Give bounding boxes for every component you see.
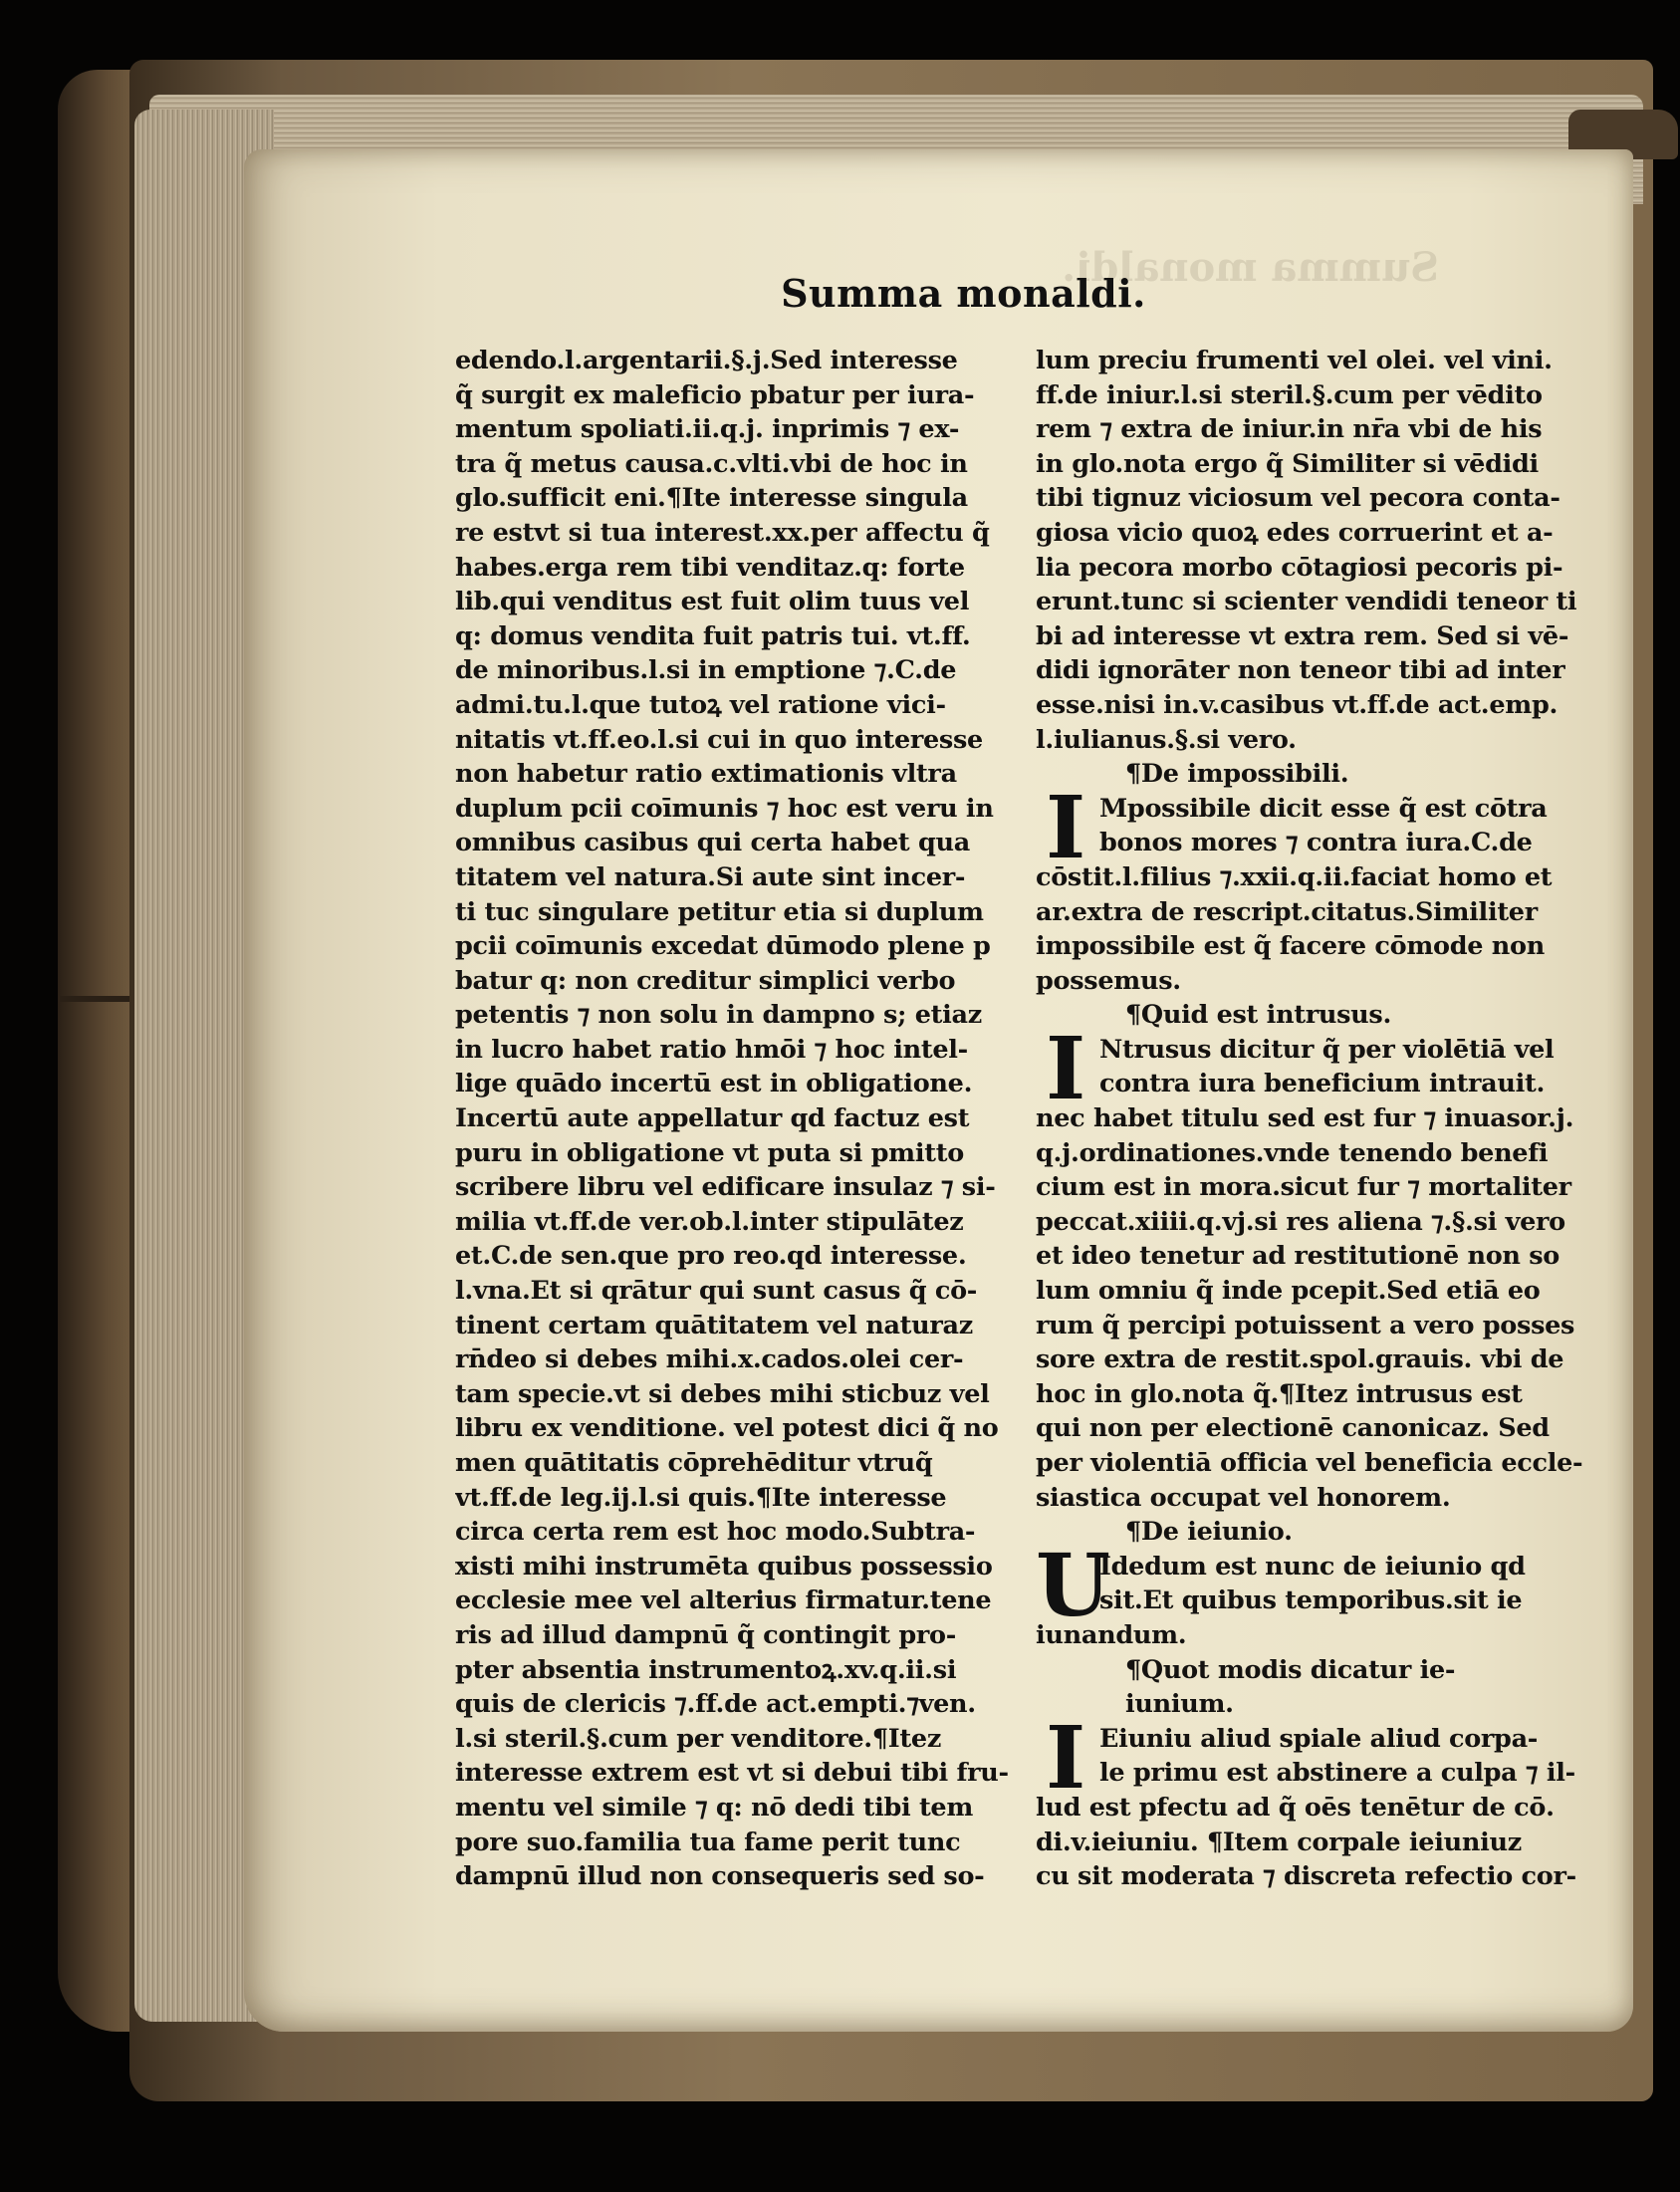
left-column-line-1: edendo.l.argentarii.§.j.Sed interesse: [455, 346, 958, 375]
left-column-line-11: admi.tu.l.que tutoꝝ vel ratione vici-: [455, 689, 946, 720]
right-opening-line-6: giosa vicio quoꝝ edes corruerint et a-: [1036, 517, 1554, 548]
intrusus-line-8: lum omniu q̃ inde pcepit.Sed etiā eo: [1036, 1276, 1541, 1307]
left-column-line-16: titatem vel natura.Si aute sint incer-: [455, 861, 966, 892]
left-column-line-21: in lucro habet ratio hmōi ⁊ hoc intel-: [455, 1034, 968, 1065]
right-opening-line-12: l.iulianus.§.si vero.: [1036, 724, 1297, 755]
right-opening-line-11: esse.nisi in.v.casibus vt.ff.de act.emp.: [1036, 689, 1559, 720]
intrusus-line-11: hoc in glo.nota q̃.¶Itez intrusus est: [1036, 1378, 1523, 1409]
impossibili-line-2: bonos mores ⁊ contra iura.C.de: [1099, 828, 1533, 858]
left-column-line-5: glo.sufficit eni.¶Ite interesse singula: [455, 483, 968, 514]
left-column-line-29: tinent certam quātitatem vel naturaz: [455, 1310, 973, 1340]
left-column-line-19: batur q: non creditur simplici verbo: [455, 965, 956, 996]
quot-modis-heading-line-1: ¶Quot modis dicatur ie-: [1125, 1654, 1456, 1685]
left-column-line-17: ti tuc singulare petitur etia si duplum: [455, 896, 984, 927]
left-column-line-42: interesse extrem est vt si debui tibi fru-: [455, 1758, 1009, 1789]
drop-initial: I: [1046, 1018, 1085, 1119]
left-column-line-22: lige quādo incertū est in obligatione.: [455, 1069, 973, 1099]
left-column-line-8: lib.qui venditus est fuit olim tuus vel: [455, 587, 970, 617]
drop-initial: I: [1046, 777, 1085, 878]
left-column-line-9: q: domus vendita fuit patris tui. vt.ff.: [455, 620, 971, 651]
left-column-line-10: de minoribus.l.si in emptione ⁊.C.de: [455, 655, 957, 686]
right-opening-line-5: tibi tignuz viciosum vel pecora conta-: [1036, 483, 1560, 514]
left-column-line-24: puru in obligatione vt puta si pmitto: [455, 1137, 964, 1168]
impossibili-line-4: ar.extra de rescript.citatus.Similiter: [1036, 896, 1538, 927]
right-opening-line-8: erunt.tunc si scienter vendidi teneor ti: [1036, 587, 1577, 617]
quot-modis-line-5: cu sit moderata ⁊ discreta refectio cor-: [1036, 1861, 1576, 1892]
left-column-line-31: tam specie.vt si debes mihi sticbuz vel: [455, 1378, 990, 1409]
intrusus-line-14: siastica occupat vel honorem.: [1036, 1482, 1451, 1513]
impossibili-line-6: possemus.: [1036, 965, 1181, 996]
left-column-line-2: q̃ surgit ex maleficio pbatur per iura-: [455, 379, 975, 410]
right-opening-line-10: didi ignorāter non teneor tibi ad inter: [1036, 655, 1565, 686]
drop-initial: I: [1046, 1707, 1085, 1809]
impossibili-line-1: Mpossibile dicit esse q̃ est cōtra: [1099, 793, 1548, 824]
paragraph-impossibili: [1036, 777, 1623, 999]
paragraph-intrusus: [1036, 1018, 1623, 1515]
left-column-line-37: ecclesie mee vel alterius firmatur.tene: [455, 1585, 992, 1616]
left-column: [455, 344, 1043, 1894]
right-opening-line-4: in glo.nota ergo q̃ Similiter si vēdidi: [1036, 448, 1539, 479]
left-column-line-45: dampnū illud non consequeris sed so-: [455, 1861, 985, 1892]
intrusus-line-1: Ntrusus dicitur q̃ per violētiā vel: [1099, 1034, 1555, 1065]
intrusus-line-12: qui non per electionē canonicaz. Sed: [1036, 1413, 1550, 1444]
left-column-line-33: men quātitatis cōprehēditur vtruq̃: [455, 1448, 933, 1478]
left-column-line-12: nitatis vt.ff.eo.l.si cui in quo interesse: [455, 724, 983, 755]
left-column-line-38: ris ad illud dampnū q̃ contingit pro-: [455, 1619, 957, 1650]
left-column-line-4: tra q̃ metus causa.c.vlti.vbi de hoc in: [455, 448, 968, 479]
ieiunio-line-2: sit.Et quibus temporibus.sit ie: [1099, 1585, 1523, 1616]
intrusus-line-3: nec habet titulu sed est fur ⁊ inuasor.j.: [1036, 1103, 1574, 1134]
left-column-line-7: habes.erga rem tibi venditaz.q: forte: [455, 552, 965, 583]
right-opening-line-9: bi ad interesse vt extra rem. Sed si vē-: [1036, 620, 1569, 651]
quot-modis-heading-line-2: iunium.: [1125, 1689, 1234, 1720]
right-column: [1036, 344, 1623, 1894]
left-column-line-36: xisti mihi instrumēta quibus possessio: [455, 1551, 993, 1582]
quot-modis-line-3: lud est pfectu ad q̃ oēs tenētur de cō.: [1036, 1792, 1555, 1823]
left-column-line-35: circa certa rem est hoc modo.Subtra-: [455, 1517, 976, 1548]
left-column-line-23: Incertū aute appellatur qd factuz est: [455, 1103, 970, 1134]
left-column-line-20: petentis ⁊ non solu in dampno s; etiaz: [455, 1000, 982, 1031]
ieiunio-line-3: iunandum.: [1036, 1619, 1187, 1650]
left-column-line-14: duplum pcii coīmunis ⁊ hoc est veru in: [455, 793, 994, 824]
heading-impossibili: ¶De impossibili.: [1125, 759, 1349, 790]
impossibili-line-5: impossibile est q̃ facere cōmode non: [1036, 931, 1545, 962]
left-column-line-34: vt.ff.de leg.ij.l.si quis.¶Ite interesse: [455, 1482, 947, 1513]
left-column-line-39: pter absentia instrumentoꝝ.xv.q.ii.si: [455, 1654, 957, 1685]
heading-intrusus: ¶Quid est intrusus.: [1125, 1000, 1392, 1031]
intrusus-line-13: per violentiā officia vel beneficia eccle-: [1036, 1448, 1583, 1478]
left-column-line-43: mentu vel simile ⁊ q: nō dedi tibi tem: [455, 1792, 974, 1823]
intrusus-line-7: et ideo tenetur ad restitutionē non so: [1036, 1241, 1560, 1272]
left-column-line-3: mentum spoliati.ii.q.j. inprimis ⁊ ex-: [455, 414, 960, 445]
left-column-line-30: rn̄deo si debes mihi.x.cados.olei cer-: [455, 1344, 964, 1375]
left-column-line-44: pore suo.familia tua fame perit tunc: [455, 1827, 961, 1857]
impossibili-line-3: cōstit.l.filius ⁊.xxii.q.ii.faciat homo et: [1036, 861, 1553, 892]
running-head: Summa monaldi.: [781, 271, 1146, 316]
ieiunio-line-1: Idedum est nunc de ieiunio qd: [1099, 1551, 1526, 1582]
quot-modis-line-2: le primu est abstinere a culpa ⁊ il-: [1099, 1758, 1575, 1789]
show-through-text: Summa monaldi.: [1062, 244, 1439, 291]
intrusus-line-2: contra iura beneficium intrauit.: [1099, 1069, 1546, 1099]
left-column-line-40: quis de clericis ⁊.ff.de act.empti.⁊ven.: [455, 1689, 976, 1720]
intrusus-line-6: peccat.xiiii.q.vj.si res aliena ⁊.§.si vero: [1036, 1206, 1565, 1237]
drop-initial: U: [1036, 1535, 1110, 1636]
heading-quot-modis: [1036, 1653, 1623, 1722]
left-column-line-32: libru ex venditione. vel potest dici q̃ no: [455, 1413, 999, 1444]
left-column-line-15: omnibus casibus qui certa habet qua: [455, 828, 970, 858]
paragraph-ieiunio: [1036, 1535, 1623, 1653]
right-opening-line-3: rem ⁊ extra de iniur.in nr̄a vbi de his: [1036, 414, 1543, 445]
quot-modis-line-1: Eiuniu aliud spiale aliud corpa-: [1099, 1723, 1539, 1754]
right-column-opening: [1036, 344, 1623, 757]
left-column-line-25: scribere libru vel edificare insulaz ⁊ si-: [455, 1172, 996, 1203]
paragraph-quot-modis: [1036, 1707, 1623, 1894]
left-column-line-26: milia vt.ff.de ver.ob.l.inter stipulātez: [455, 1206, 964, 1237]
left-column-line-13: non habetur ratio extimationis vltra: [455, 759, 957, 790]
intrusus-line-9: rum q̃ percipi potuissent a vero posses: [1036, 1310, 1575, 1340]
left-column-line-27: et.C.de sen.que pro reo.qd interesse.: [455, 1241, 967, 1272]
intrusus-line-5: cium est in mora.sicut fur ⁊ mortaliter: [1036, 1172, 1571, 1203]
right-opening-line-7: lia pecora morbo cōtagiosi pecoris pi-: [1036, 552, 1563, 583]
right-opening-line-1: lum preciu frumenti vel olei. vel vini.: [1036, 346, 1553, 375]
left-column-line-18: pcii coīmunis excedat dūmodo plene p: [455, 931, 991, 962]
intrusus-line-10: sore extra de restit.spol.grauis. vbi de: [1036, 1344, 1564, 1375]
left-column-line-28: l.vna.Et si qrātur qui sunt casus q̃ cō-: [455, 1276, 978, 1307]
heading-ieiunio: ¶De ieiunio.: [1125, 1517, 1293, 1548]
printed-page: [244, 149, 1633, 2032]
intrusus-line-4: q.j.ordinationes.vnde tenendo benefi: [1036, 1137, 1549, 1168]
left-column-line-6: re estvt si tua interest.xx.per affectu q̃: [455, 517, 990, 548]
quot-modis-line-4: di.v.ieiuniu. ¶Item corpale ieiuniuz: [1036, 1827, 1522, 1857]
right-opening-line-2: ff.de iniur.l.si steril.§.cum per vēdito: [1036, 379, 1543, 410]
left-column-line-41: l.si steril.§.cum per venditore.¶Itez: [455, 1723, 941, 1754]
